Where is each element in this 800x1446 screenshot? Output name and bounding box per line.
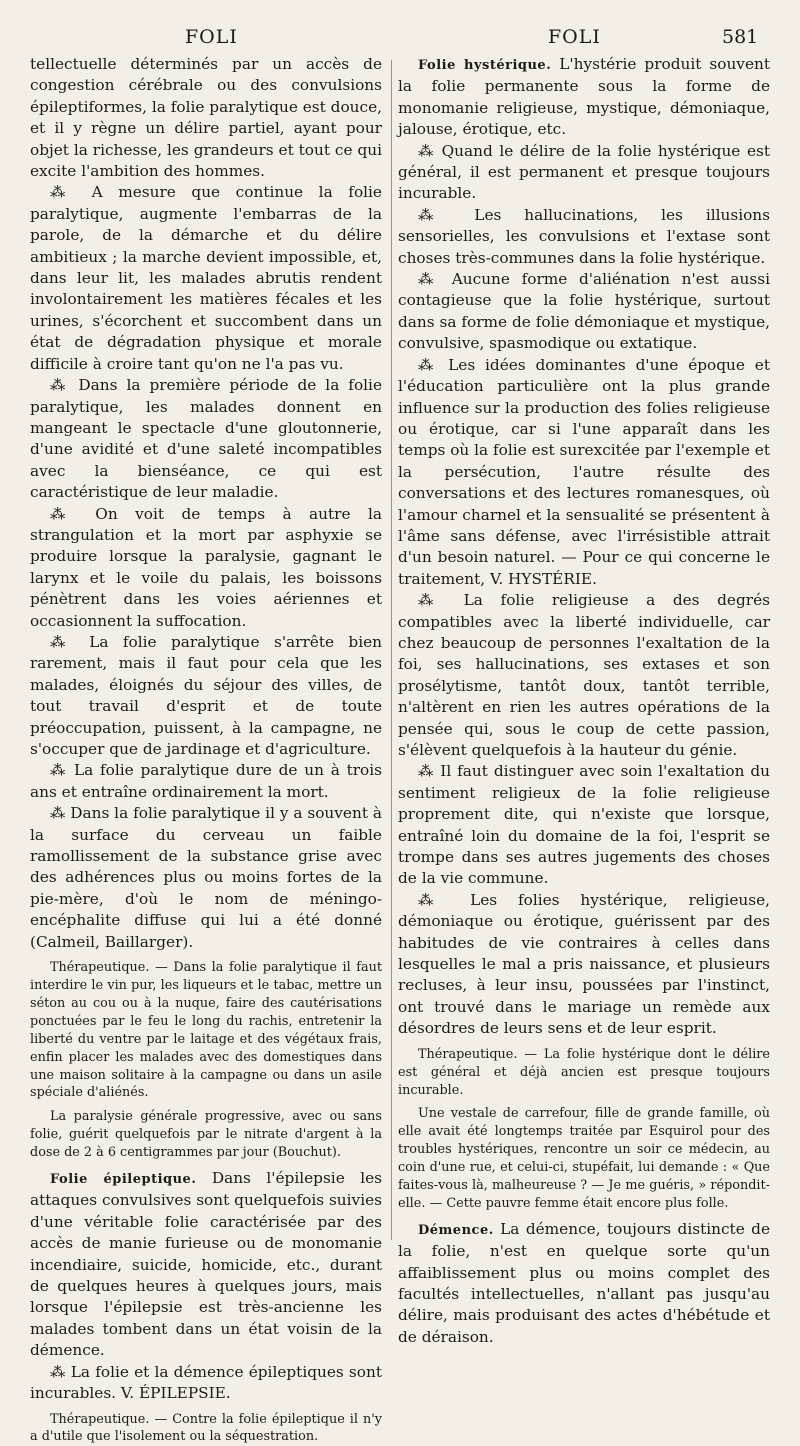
paragraph bbox=[398, 1219, 770, 1348]
section-heading: Démence. bbox=[418, 1223, 494, 1238]
paragraph-text: La démence, toujours distincte de la folie, n'est en quelque sorte qu'un affaiblissement plus ou moins complet des facultés intellectuelles, n'allant pas jusqu'au délire, mais produisant des actes d'hébétude et de déraison. bbox=[398, 1220, 770, 1346]
paragraph-text: ⁂ Les hallucinations, les illusions sensorielles, les convulsions et l'extase sont choses très-communes dans la folie hystérique. bbox=[398, 206, 770, 267]
paragraph bbox=[30, 375, 382, 503]
paragraph bbox=[398, 54, 770, 141]
paragraph-text: ⁂ Dans la première période de la folie paralytique, les malades donnent en mangeant le spectacle d'une gloutonnerie, d'une avidité et d'une saleté incompatibles avec la bienséance, ce qui est caractéristique de leur maladie. bbox=[30, 376, 382, 501]
paragraph-text: Une vestale de carrefour, fille de grande famille, où elle avait été longtemps traitée par Esquirol pour des troubles hystériques, rencontre un soir ce médecin, au coin d'une rue, et celui-ci, stupéfait, lui demande : « Que faites-vous là, malheureuse ? — Je me guéris, » répondit-elle. — Cette pauvre femme était encore plus folle. bbox=[398, 1106, 770, 1211]
running-head-left: FOLI bbox=[185, 26, 238, 48]
column-divider bbox=[391, 60, 392, 1240]
paragraph-text: Thérapeutique. — Dans la folie paralytique il faut interdire le vin pur, les liqueurs et le tabac, mettre un séton au cou ou à la nuque, faire des cautérisations ponctuées par le feu le long du rachis, entretenir la liberté du ventre par le laitage et des végétaux frais, enfin placer les malades avec des domestiques dans une maison solitaire à la campagne ou dans un asile spéciale d'aliénés. bbox=[30, 960, 382, 1100]
paragraph bbox=[30, 182, 382, 375]
paragraph bbox=[30, 1362, 382, 1405]
section-heading: Folie épileptique. bbox=[50, 1172, 196, 1187]
right-column bbox=[398, 54, 770, 1348]
paragraph-text: tellectuelle déterminés par un accès de congestion cérébrale ou des convulsions épileptiformes, la folie paralytique est douce, et il y règne un délire partiel, ayant pour objet la richesse, les grandeurs et tout ce qui excite l'ambition des hommes. bbox=[30, 55, 382, 180]
paragraph-text: ⁂ Dans la folie paralytique il y a souvent à la surface du cerveau un faible ramollissement de la substance grise avec des adhérences plus ou moins fortes de la pie-mère, d'où le nom de méningo-encéphalite diffuse qui lui a été donné (Calmeil, Baillarger). bbox=[30, 804, 382, 950]
page-number: 581 bbox=[722, 26, 758, 48]
running-head bbox=[0, 26, 800, 54]
section-heading: Folie hystérique. bbox=[418, 58, 551, 73]
paragraph-text: Thérapeutique. — Contre la folie épileptique il n'y a d'utile que l'isolement ou la séquestration. bbox=[30, 1412, 382, 1445]
paragraph bbox=[398, 355, 770, 590]
paragraph bbox=[398, 590, 770, 761]
paragraph-text: ⁂ Aucune forme d'aliénation n'est aussi contagieuse que la folie hystérique, surtout dans sa forme de folie démoniaque et mystique, convulsive, spasmodique ou extatique. bbox=[398, 270, 770, 352]
paragraph-text: L'hystérie produit souvent la folie permanente sous la forme de monomanie religieuse, mystique, démoniaque, jalouse, érotique, etc. bbox=[398, 55, 770, 138]
paragraph-text: ⁂ Les idées dominantes d'une époque et l'éducation particulière ont la plus grande influence sur la production des folies religieuse ou érotique, car si l'une apparaît dans les temps où la folie est surexcitée par l'exemple et la persécution, l'autre résulte des conversations et des lectures romanesques, où l'amour charnel et la sensualité se présentent à l'âme sans défense, avec l'irrésistible attrait d'un besoin naturel. — Pour ce qui concerne le traitement, V. HYSTÉRIE. bbox=[398, 356, 770, 588]
paragraph-text: ⁂ La folie religieuse a des degrés compatibles avec la liberté individuelle, car chez beaucoup de personnes l'exaltation de la foi, ses hallucinations, ses extases et son prosélytisme, tantôt doux, tantôt terrible, n'altèrent en rien les autres opérations de la pensée qui, sous le coup de cette passion, s'élèvent quelquefois à la hauteur du génie. bbox=[398, 591, 770, 759]
paragraph bbox=[30, 803, 382, 953]
paragraph bbox=[30, 54, 382, 182]
paragraph bbox=[30, 632, 382, 760]
running-head-center: FOLI bbox=[548, 26, 601, 48]
paragraph bbox=[398, 205, 770, 269]
paragraph bbox=[30, 1108, 382, 1162]
paragraph bbox=[398, 141, 770, 205]
paragraph bbox=[398, 1105, 770, 1212]
paragraph bbox=[398, 269, 770, 355]
paragraph bbox=[30, 760, 382, 803]
paragraph-text: ⁂ On voit de temps à autre la strangulation et la mort par asphyxie se produire lorsque la paralysie, gagnant le larynx et le voile du palais, les boissons pénètrent dans les voies aériennes et occasionnent la suffocation. bbox=[30, 505, 382, 630]
paragraph-text: Dans l'épilepsie les attaques convulsives sont quelquefois suivies d'une véritable folie caractérisée par des accès de manie furieuse ou de monomanie incendiaire, suicide, homicide, etc., durant de quelques heures à quelques jours, mais lorsque l'épilepsie est très-ancienne les malades tombent dans un état voisin de la démence. bbox=[30, 1169, 382, 1359]
paragraph-text: ⁂ La folie paralytique s'arrête bien rarement, mais il faut pour cela que les malades, éloignés du séjour des villes, de tout travail d'esprit et de toute préoccupation, puissent, à la campagne, ne s'occuper que de jardinage et d'agriculture. bbox=[30, 633, 382, 758]
paragraph bbox=[30, 959, 382, 1102]
paragraph-text: ⁂ Quand le délire de la folie hystérique est général, il est permanent et presque toujours incurable. bbox=[398, 142, 770, 203]
paragraph-text: ⁂ A mesure que continue la folie paralytique, augmente l'embarras de la parole, de la démarche et du délire ambitieux ; la marche devient impossible, et, dans leur lit, les malades abrutis rendent involontairement les matières fécales et les urines, s'écorchent et succombent dans un état de dégradation physique et morale difficile à croire tant qu'on ne l'a pas vu. bbox=[30, 183, 382, 372]
paragraph-text: ⁂ Les folies hystérique, religieuse, démoniaque ou érotique, guérissent par des habitudes de vie contraires à celles dans lesquelles le mal a pris naissance, et plusieurs recluses, à leur insu, poussées par l'instinct, ont trouvé dans le mariage un remède aux désordres de leurs sens et de leur esprit. bbox=[398, 891, 770, 1037]
paragraph-text: ⁂ La folie paralytique dure de un à trois ans et entraîne ordinairement la mort. bbox=[30, 761, 382, 800]
left-column bbox=[30, 54, 382, 1446]
paragraph-text: Thérapeutique. — La folie hystérique dont le délire est général et déjà ancien est presque toujours incurable. bbox=[398, 1047, 770, 1098]
paragraph bbox=[398, 761, 770, 889]
paragraph bbox=[398, 890, 770, 1040]
paragraph-text: ⁂ Il faut distinguer avec soin l'exaltation du sentiment religieux de la folie religieuse proprement dite, qui n'existe que lorsque, entraîné loin du domaine de la foi, l'esprit se trompe dans ses autres jugements des choses de la vie commune. bbox=[398, 762, 770, 887]
paragraph bbox=[30, 504, 382, 632]
paragraph bbox=[30, 1168, 382, 1362]
paragraph-text: La paralysie générale progressive, avec ou sans folie, guérit quelquefois par le nitrate d'argent à la dose de 2 à 6 centigrammes par jour (Bouchut). bbox=[30, 1109, 382, 1160]
paragraph-text: ⁂ La folie et la démence épileptiques sont incurables. V. ÉPILEPSIE. bbox=[30, 1363, 382, 1402]
paragraph bbox=[398, 1046, 770, 1100]
paragraph bbox=[30, 1411, 382, 1446]
